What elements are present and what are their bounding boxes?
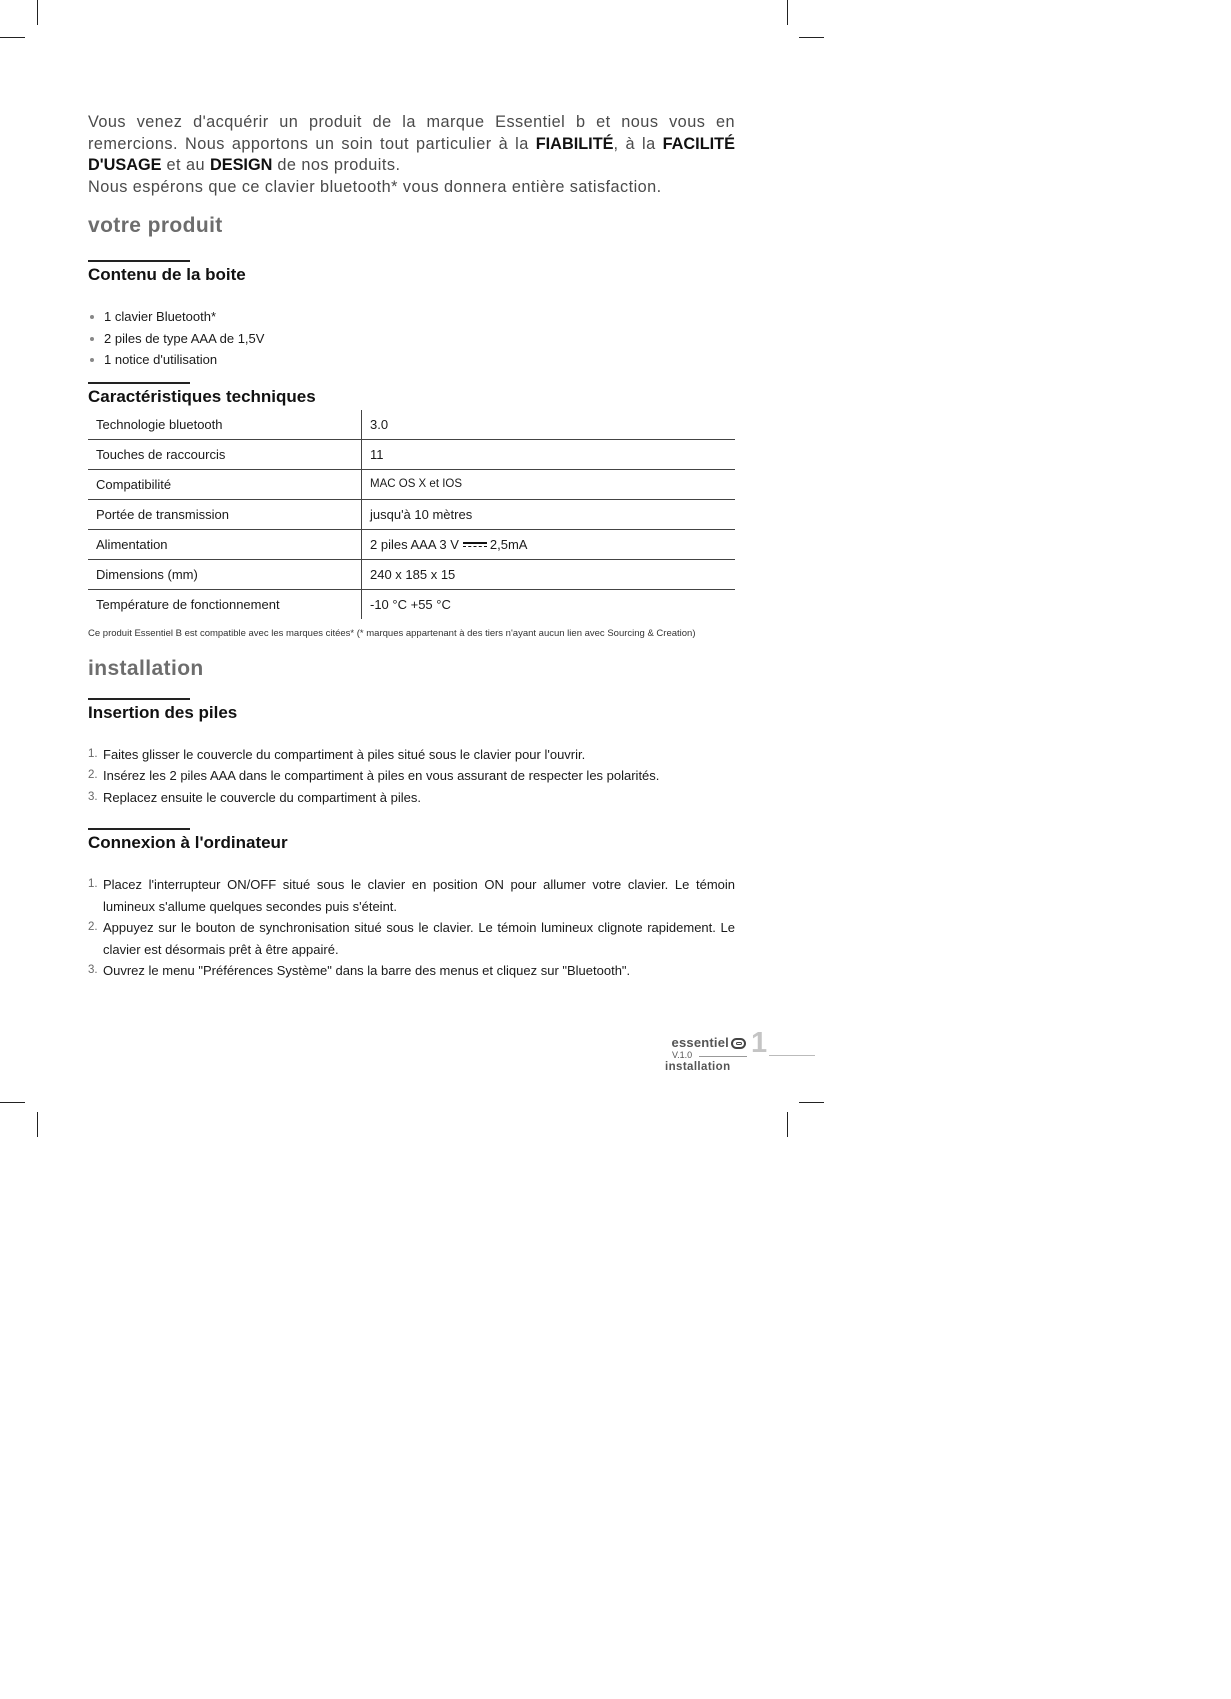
table-row: Dimensions (mm) 240 x 185 x 15 [88, 559, 735, 589]
heading-rule [88, 698, 190, 700]
list-item: 2. Appuyez sur le bouton de synchronisation situé sous le clavier. Le témoin lumineux clignote rapidement. Le clavier est désormais prêt à être appairé. [88, 920, 735, 957]
heading-connection: Connexion à l'ordinateur [88, 833, 288, 852]
crop-mark [0, 1102, 25, 1103]
heading-rule [88, 828, 190, 830]
subsection-specs [88, 382, 735, 407]
subsection-box-contents [88, 260, 735, 285]
footer-rule [699, 1056, 747, 1057]
table-row: Compatibilité MAC OS X et IOS [88, 469, 735, 499]
table-row: Portée de transmission jusqu'à 10 mètres [88, 499, 735, 529]
heading-rule [88, 260, 190, 262]
dc-current-icon [463, 542, 487, 548]
list-item: 1 notice d'utilisation [88, 349, 735, 371]
list-item: 2 piles de type AAA de 1,5V [88, 328, 735, 350]
brand-logo-icon [731, 1038, 746, 1049]
list-item: 1 clavier Bluetooth* [88, 306, 735, 328]
footer-section-label: installation [665, 1061, 731, 1073]
page-content [88, 112, 735, 982]
section-title-installation: installation [88, 656, 204, 680]
heading-box-contents: Contenu de la boite [88, 265, 246, 284]
heading-rule [88, 382, 190, 384]
intro-paragraph-2: Nous espérons que ce clavier bluetooth* vous donnera entière satisfaction. [88, 177, 662, 196]
heading-specs: Caractéristiques techniques [88, 386, 316, 406]
table-row: Touches de raccourcis 11 [88, 439, 735, 469]
crop-mark [799, 37, 824, 38]
list-item: 3. Ouvrez le menu "Préférences Système" dans la barre des menus et cliquez sur "Bluetooth". [88, 963, 631, 978]
table-row: Technologie bluetooth 3.0 [88, 410, 735, 440]
box-contents-list [88, 306, 735, 371]
table-row: Alimentation 2 piles AAA 3 V 2,5mA [88, 529, 735, 559]
list-item: 3. Replacez ensuite le couvercle du compartiment à piles. [88, 789, 421, 805]
crop-mark [37, 0, 38, 25]
bullet-icon [90, 337, 94, 341]
brand-name: essentiel [671, 1035, 729, 1050]
connection-steps-list [88, 874, 735, 982]
intro-paragraph: Vous venez d'acquérir un produit de la marque Essentiel b et nous vous en remercions. Nous apportons un soin tout particulier à la FIABILITÉ, à la FACILITÉ D'USAGE et au DESIGN de nos produits. [88, 113, 735, 174]
specs-table [88, 410, 735, 619]
crop-mark [787, 0, 788, 25]
bullet-icon [90, 315, 94, 319]
version-label: V.1.0 [672, 1050, 693, 1060]
crop-mark [37, 1112, 38, 1137]
compatibility-note: Ce produit Essentiel B est compatible avec les marques citées* (* marques appartenant à des tiers n'ayant aucun lien avec Sourcing & Creation) [88, 627, 696, 639]
emphasis-ease-of-use: FACILITÉ D'USAGE [88, 134, 735, 174]
intro-text [88, 112, 735, 198]
page-footer [655, 1027, 815, 1079]
subsection-batteries [88, 698, 735, 723]
subsection-connection [88, 828, 735, 853]
list-item: 1. Placez l'interrupteur ON/OFF situé sous le clavier en position ON pour allumer votre clavier. Le témoin lumineux s'allume quelques secondes puis s'éteint. [88, 877, 735, 914]
section-title-product: votre produit [88, 214, 223, 237]
bullet-icon [90, 358, 94, 362]
crop-mark [799, 1102, 824, 1103]
list-item: 1. Faites glisser le couvercle du compartiment à piles situé sous le clavier pour l'ouvrir. [88, 746, 586, 762]
footer-page-rule [769, 1055, 815, 1056]
heading-batteries: Insertion des piles [88, 702, 238, 722]
page-number: 1 [751, 1027, 768, 1059]
emphasis-design: DESIGN [209, 156, 273, 174]
crop-mark [787, 1112, 788, 1137]
table-row: Température de fonctionnement -10 °C +55 °C [88, 589, 735, 619]
emphasis-reliability: FIABILITÉ [535, 134, 614, 153]
list-item: 2. Insérez les 2 piles AAA dans le compartiment à piles en vous assurant de respecter les polarités. [88, 768, 660, 783]
battery-steps-list [88, 744, 735, 809]
crop-mark [0, 37, 25, 38]
